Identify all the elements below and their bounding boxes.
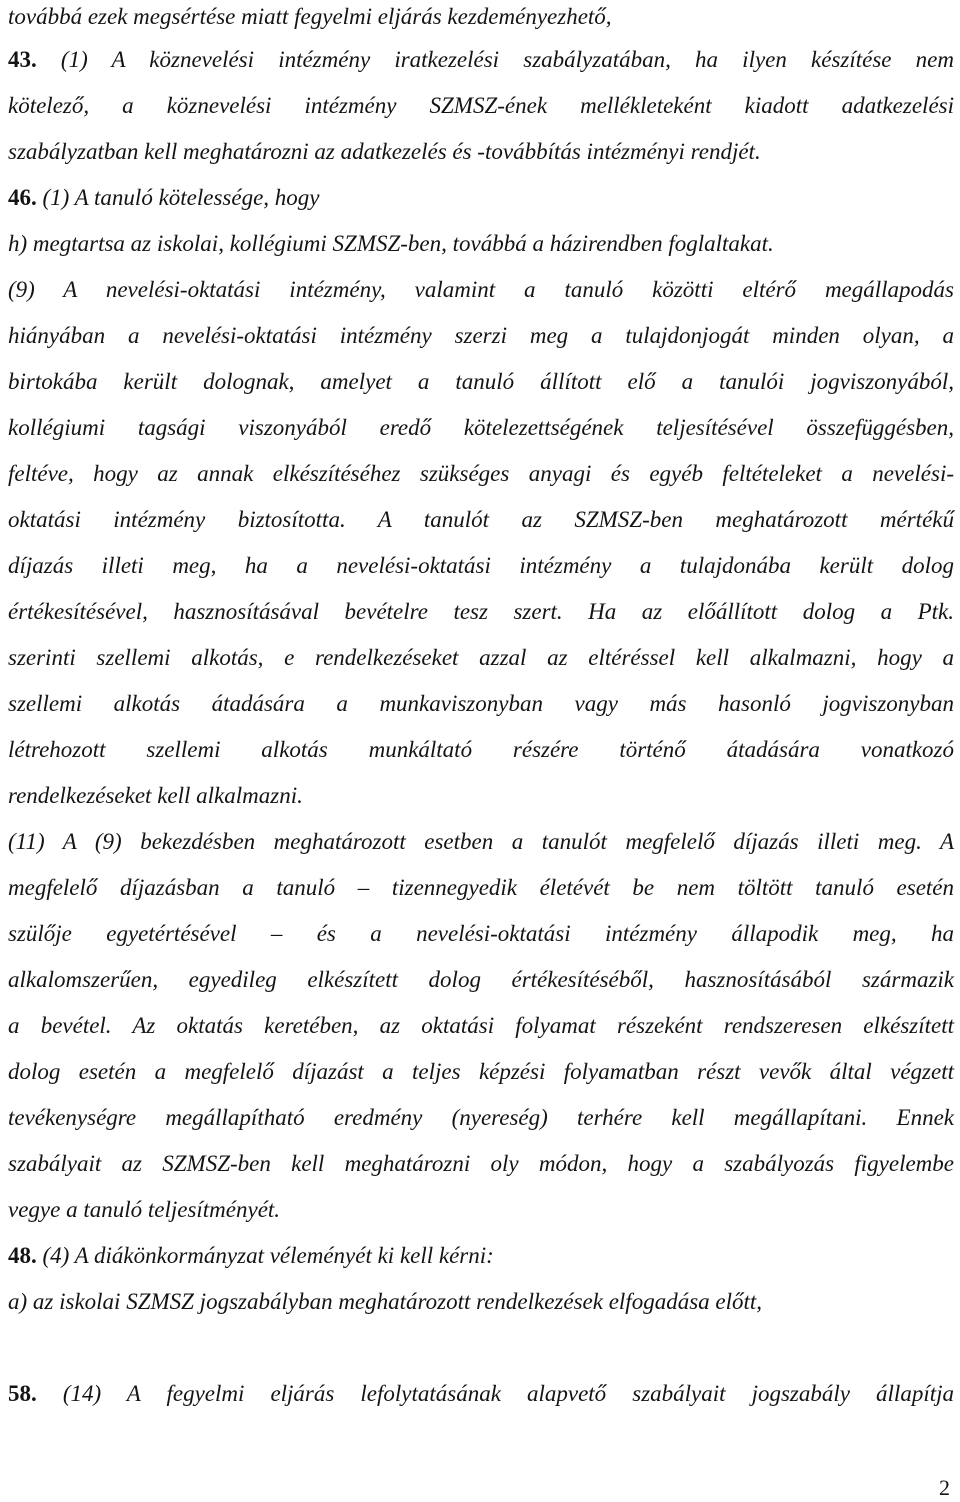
line-text: oktatási intézmény biztosította. A tanulót az SZMSZ-ben meghatározott mértékű [8, 507, 954, 532]
text-line [8, 92, 954, 120]
text-line [8, 782, 954, 810]
paragraph-46-line [8, 184, 954, 212]
line-text: kollégiumi tagsági viszonyából eredő kötelezettségének teljesítésével összefüggésben, [8, 415, 954, 440]
text-line [8, 920, 954, 948]
text-line [8, 828, 954, 856]
text-line [8, 1288, 954, 1316]
line-text: szellemi alkotás átadására a munkaviszonyban vagy más hasonló jogviszonyban [8, 691, 954, 716]
line-text: (4) A diákönkormányzat véleményét ki kell kérni: [36, 1243, 494, 1268]
line-text: feltéve, hogy az annak elkészítéséhez szükséges anyagi és egyéb feltételeket a nevelési- [8, 461, 954, 486]
line-text: szülője egyetértésével – és a nevelési-oktatási intézmény állapodik meg, ha [8, 921, 954, 946]
line-text: szabályzatban kell meghatározni az adatkezelés és -továbbítás intézményi rendjét. [8, 139, 761, 164]
line-text: rendelkezéseket kell alkalmazni. [8, 783, 303, 808]
text-line [8, 690, 954, 718]
text-line [8, 1058, 954, 1086]
text-line [8, 736, 954, 764]
text-line [8, 138, 954, 166]
line-text: továbbá ezek megsértése miatt fegyelmi eljárás kezdeményezhető, [8, 4, 612, 29]
line-text: (1) A tanuló kötelessége, hogy [36, 185, 320, 210]
line-text: kötelező, a köznevelési intézmény SZMSZ-ének mellékleteként kiadott adatkezelési [8, 93, 954, 118]
section-number: 48. [8, 1243, 37, 1268]
text-line [8, 322, 954, 350]
text-line [8, 460, 954, 488]
text-line [8, 874, 954, 902]
line-text: alkalomszerűen, egyedileg elkészített dolog értékesítéséből, hasznosításából származik [8, 967, 954, 992]
section-number: 58. [8, 1381, 37, 1406]
line-text: (11) A (9) bekezdésben meghatározott esetben a tanulót megfelelő díjazás illeti meg. A [8, 829, 954, 854]
paragraph-43-line [8, 46, 954, 74]
line-text: tevékenységre megállapítható eredmény (nyereség) terhére kell megállapítani. Ennek [8, 1105, 954, 1130]
text-line [8, 644, 954, 672]
section-number: 46. [8, 185, 37, 210]
line-text: létrehozott szellemi alkotás munkáltató részére történő átadására vonatkozó [8, 737, 954, 762]
paragraph-48-line [8, 1242, 954, 1270]
line-text: birtokába került dolognak, amelyet a tanuló állított elő a tanulói jogviszonyából, [8, 369, 954, 394]
line-text: szerinti szellemi alkotás, e rendelkezéseket azzal az eltéréssel kell alkalmazni, hogy a [8, 645, 954, 670]
text-line [8, 414, 954, 442]
line-text: vegye a tanuló teljesítményét. [8, 1197, 281, 1222]
line-text: (1) A köznevelési intézmény iratkezelési szabályzatában, ha ilyen készítése nem [36, 47, 954, 72]
text-line [8, 1012, 954, 1040]
text-line [8, 1104, 954, 1132]
text-line [8, 276, 954, 304]
line-text: (9) A nevelési-oktatási intézmény, valamint a tanuló közötti eltérő megállapodás [8, 277, 954, 302]
section-number: 43. [8, 47, 37, 72]
text-line [8, 552, 954, 580]
line-text: a) az iskolai SZMSZ jogszabályban meghatározott rendelkezések elfogadása előtt, [8, 1289, 763, 1314]
line-text: díjazás illeti meg, ha a nevelési-oktatási intézmény a tulajdonába került dolog [8, 553, 954, 578]
text-line [8, 1150, 954, 1178]
text-line [8, 3, 954, 31]
text-line [8, 1196, 954, 1224]
line-text: értékesítésével, hasznosításával bevételre tesz szert. Ha az előállított dolog a Ptk. [8, 599, 954, 624]
text-line [8, 598, 954, 626]
line-text: a bevétel. Az oktatás keretében, az oktatási folyamat részeként rendszeresen elkészített [8, 1013, 954, 1038]
text-line [8, 230, 954, 258]
line-text: dolog esetén a megfelelő díjazást a teljes képzési folyamatban részt vevők által végzett [8, 1059, 954, 1084]
line-text: hiányában a nevelési-oktatási intézmény szerzi meg a tulajdonjogát minden olyan, a [8, 323, 954, 348]
text-line [8, 506, 954, 534]
text-line [8, 368, 954, 396]
line-text: h) megtartsa az iskolai, kollégiumi SZMSZ-ben, továbbá a házirendben foglaltakat. [8, 231, 774, 256]
line-text: megfelelő díjazásban a tanuló – tizennegyedik életévét be nem töltött tanuló esetén [8, 875, 954, 900]
line-text: (14) A fegyelmi eljárás lefolytatásának alapvető szabályait jogszabály állapítja [36, 1381, 954, 1406]
paragraph-58-line [8, 1380, 954, 1408]
line-text: szabályait az SZMSZ-ben kell meghatározni oly módon, hogy a szabályozás figyelembe [8, 1151, 954, 1176]
text-line [8, 966, 954, 994]
page-number: 2 [939, 1475, 950, 1500]
